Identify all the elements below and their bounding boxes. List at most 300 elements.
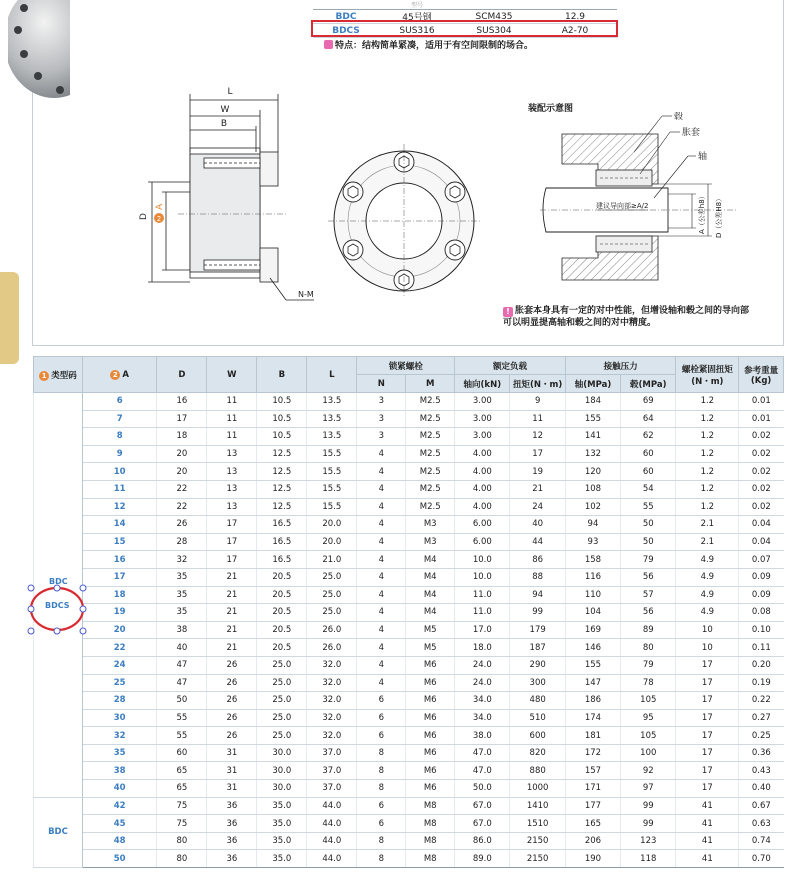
table-cell: 146	[565, 639, 620, 657]
table-cell: 15.5	[307, 498, 357, 516]
dim-label-d: D	[139, 213, 149, 220]
section-side-tab	[0, 272, 19, 364]
table-cell: 13	[207, 445, 257, 463]
table-cell: 35	[157, 568, 207, 586]
table-cell: 1410	[510, 797, 565, 815]
feature-badge-icon	[324, 40, 333, 49]
table-cell: 147	[565, 674, 620, 692]
table-cell: 2150	[510, 832, 565, 850]
table-cell: 4.00	[455, 498, 510, 516]
table-cell: 4	[357, 551, 406, 569]
a-value-cell: 45	[82, 815, 156, 833]
table-row	[34, 797, 784, 815]
table-cell: 21.0	[307, 551, 357, 569]
header-weight	[739, 357, 784, 393]
table-cell: 50	[621, 533, 676, 551]
table-cell: 32.0	[307, 709, 357, 727]
table-cell: 31	[207, 744, 257, 762]
assembly-label-a-tol: A（公差h8）	[698, 192, 706, 234]
front-view-drawing	[324, 142, 484, 300]
table-cell: 13.5	[307, 410, 357, 428]
a-value-cell: 38	[82, 762, 156, 780]
table-cell: 35	[157, 586, 207, 604]
table-cell: 10.5	[257, 393, 307, 411]
table-cell: 206	[565, 832, 620, 850]
a-value-cell: 50	[82, 850, 156, 868]
table-cell: 0.02	[739, 428, 784, 446]
table-cell: 13.5	[307, 428, 357, 446]
table-cell: 55	[621, 498, 676, 516]
table-cell: 8	[357, 762, 406, 780]
header-hub-pressure: 毂(MPa)	[621, 375, 676, 393]
a-value-cell: 32	[82, 727, 156, 745]
table-cell: 15.5	[307, 445, 357, 463]
table-cell: 16.5	[257, 533, 307, 551]
material-body: SUS316	[379, 24, 455, 38]
table-cell: M6	[406, 674, 455, 692]
feature-note-text: 特点：结构简单紧凑，适用于有空间限制的场合。	[335, 41, 534, 51]
table-cell: 11	[207, 428, 257, 446]
table-cell: 177	[565, 797, 620, 815]
header-m: M	[406, 375, 455, 393]
table-cell: 157	[565, 762, 620, 780]
table-cell: 184	[565, 393, 620, 411]
material-bolt: SUS304	[455, 24, 533, 38]
assembly-label-d-tol: D（公差H8）	[715, 194, 723, 238]
a-value-cell: 48	[82, 832, 156, 850]
table-cell: 75	[157, 797, 207, 815]
header-torque: 扭矩(N・m)	[510, 375, 565, 393]
table-cell: 0.09	[739, 568, 784, 586]
a-value-cell: 11	[82, 480, 156, 498]
table-cell: 1.2	[676, 463, 739, 481]
header-n: N	[357, 375, 406, 393]
type-label-bdc: BDC	[49, 577, 68, 586]
spec-table-body	[34, 393, 784, 868]
table-cell: 4	[357, 621, 406, 639]
table-cell: 1.2	[676, 445, 739, 463]
material-grade: A2-70	[533, 24, 617, 38]
header-type	[34, 357, 83, 393]
material-type-code: BDCS	[313, 24, 379, 38]
table-cell: 19	[510, 463, 565, 481]
table-cell: 4	[357, 480, 406, 498]
table-cell: 37.0	[307, 780, 357, 798]
table-cell: 25.0	[257, 674, 307, 692]
table-row	[34, 780, 784, 798]
a-value-cell: 9	[82, 445, 156, 463]
table-cell: 64	[621, 410, 676, 428]
table-cell: 0.74	[739, 832, 784, 850]
table-cell: 31	[207, 780, 257, 798]
table-cell: 37.0	[307, 744, 357, 762]
table-cell: 8	[357, 850, 406, 868]
table-cell: 80	[157, 850, 207, 868]
table-cell: 41	[676, 850, 739, 868]
table-cell: 26	[207, 709, 257, 727]
table-cell: 60	[621, 445, 676, 463]
table-cell: 38.0	[455, 727, 510, 745]
table-cell: 105	[621, 727, 676, 745]
table-cell: 17	[207, 551, 257, 569]
table-cell: 44.0	[307, 850, 357, 868]
table-cell: 16.5	[257, 516, 307, 534]
table-cell: 38	[157, 621, 207, 639]
table-cell: 0.02	[739, 463, 784, 481]
table-cell: 11.0	[455, 604, 510, 622]
assembly-drawing	[538, 112, 738, 310]
table-cell: M6	[406, 780, 455, 798]
table-row	[34, 604, 784, 622]
table-cell: 92	[621, 762, 676, 780]
table-cell: 20	[157, 445, 207, 463]
table-cell: 3	[357, 393, 406, 411]
table-cell: 6	[357, 727, 406, 745]
material-bolt: SCM435	[455, 10, 533, 24]
header-pressure-group: 接触压力	[565, 357, 676, 375]
table-cell: 12.5	[257, 498, 307, 516]
a-value-cell: 15	[82, 533, 156, 551]
material-header-cell	[313, 0, 379, 10]
table-row	[34, 692, 784, 710]
header-a-text: A	[122, 369, 129, 380]
table-cell: 4	[357, 533, 406, 551]
table-cell: 67.0	[455, 815, 510, 833]
dimension-drawing	[138, 82, 328, 312]
table-cell: 17	[676, 727, 739, 745]
table-cell: 67.0	[455, 797, 510, 815]
table-cell: 80	[621, 639, 676, 657]
table-cell: 20.5	[257, 586, 307, 604]
table-cell: 0.70	[739, 850, 784, 868]
table-row	[34, 410, 784, 428]
table-cell: 18	[157, 428, 207, 446]
table-row	[34, 568, 784, 586]
assembly-label-shaft: 轴	[698, 152, 708, 162]
table-cell: 4.00	[455, 445, 510, 463]
table-cell: 12.5	[257, 463, 307, 481]
table-cell: 26	[207, 674, 257, 692]
table-cell: 169	[565, 621, 620, 639]
table-cell: M6	[406, 727, 455, 745]
material-type-code: BDC	[313, 10, 379, 24]
table-cell: 6	[357, 709, 406, 727]
table-cell: 35.0	[257, 850, 307, 868]
table-cell: 0.40	[739, 780, 784, 798]
dim-label-w: W	[220, 105, 230, 115]
table-cell: 10.0	[455, 551, 510, 569]
table-cell: 17	[207, 516, 257, 534]
table-cell: 26	[207, 656, 257, 674]
table-row	[34, 393, 784, 411]
table-cell: 55	[157, 727, 207, 745]
table-cell: 47	[157, 674, 207, 692]
table-cell: 0.36	[739, 744, 784, 762]
table-cell: 50.0	[455, 780, 510, 798]
table-cell: 11	[207, 410, 257, 428]
table-cell: 0.43	[739, 762, 784, 780]
table-cell: 13	[207, 480, 257, 498]
material-header-cell	[533, 0, 617, 10]
table-cell: 32	[157, 551, 207, 569]
table-cell: 26.0	[307, 639, 357, 657]
table-cell: 186	[565, 692, 620, 710]
table-cell: 4	[357, 674, 406, 692]
table-cell: 40	[510, 516, 565, 534]
table-cell: M2.5	[406, 445, 455, 463]
table-cell: 165	[565, 815, 620, 833]
table-cell: 4	[357, 639, 406, 657]
table-cell: 25.0	[307, 586, 357, 604]
table-cell: 32.0	[307, 692, 357, 710]
table-cell: 179	[510, 621, 565, 639]
table-cell: 190	[565, 850, 620, 868]
table-cell: 25.0	[257, 727, 307, 745]
table-cell: 32.0	[307, 656, 357, 674]
table-cell: 13	[207, 463, 257, 481]
table-cell: 47.0	[455, 762, 510, 780]
table-cell: 44	[510, 533, 565, 551]
table-cell: 4.9	[676, 568, 739, 586]
table-cell: M5	[406, 639, 455, 657]
table-row	[34, 463, 784, 481]
header-weight-text: 参考重量	[744, 365, 779, 376]
dim-label-l: L	[227, 87, 233, 97]
table-cell: 3	[357, 410, 406, 428]
dim-label-a: A	[155, 203, 165, 210]
table-cell: 28	[157, 533, 207, 551]
table-cell: 118	[621, 850, 676, 868]
assembly-note-text: 胀套本身具有一定的对中性能，但增设轴和毂之间的导向部可以明显提高轴和毂之间的对中精度。	[503, 306, 750, 328]
table-cell: 99	[510, 604, 565, 622]
table-cell: M4	[406, 551, 455, 569]
table-cell: 11	[207, 393, 257, 411]
type-group-cell: BDC	[34, 797, 83, 867]
table-cell: 79	[621, 656, 676, 674]
table-cell: 25.0	[307, 604, 357, 622]
table-cell: M2.5	[406, 498, 455, 516]
product-photo	[8, 0, 70, 100]
feature-note	[324, 38, 533, 51]
a-value-cell: 7	[82, 410, 156, 428]
table-cell: 155	[565, 410, 620, 428]
table-cell: 26	[207, 727, 257, 745]
header-tight-torque-text: 螺栓紧固扭矩	[681, 364, 733, 375]
type-label-bdcs: BDCS	[45, 601, 70, 610]
table-cell: 18.0	[455, 639, 510, 657]
header-tight-torque	[676, 357, 739, 393]
table-cell: 35.0	[257, 832, 307, 850]
table-cell: 34.0	[455, 709, 510, 727]
table-cell: 123	[621, 832, 676, 850]
table-cell: 880	[510, 762, 565, 780]
table-cell: 50	[157, 692, 207, 710]
table-cell: 155	[565, 656, 620, 674]
table-cell: 0.01	[739, 410, 784, 428]
header-type-text: 类型码	[51, 370, 77, 381]
table-cell: 6	[357, 692, 406, 710]
assembly-label-guide: 建议导向部≥A/2	[596, 202, 649, 210]
table-cell: 88	[510, 568, 565, 586]
table-cell: M2.5	[406, 393, 455, 411]
header-bolt-group: 锁紧螺栓	[357, 357, 455, 375]
table-cell: 6.00	[455, 533, 510, 551]
table-cell: 35.0	[257, 797, 307, 815]
table-cell: 9	[510, 393, 565, 411]
table-cell: 20.5	[257, 568, 307, 586]
table-row	[34, 498, 784, 516]
table-cell: 94	[510, 586, 565, 604]
table-cell: 44.0	[307, 832, 357, 850]
table-cell: 108	[565, 480, 620, 498]
table-cell: 8	[357, 744, 406, 762]
table-cell: 56	[621, 604, 676, 622]
table-cell: 600	[510, 727, 565, 745]
header-w: W	[207, 357, 257, 393]
table-cell: M2.5	[406, 480, 455, 498]
table-cell: 4	[357, 568, 406, 586]
table-cell: 12.5	[257, 480, 307, 498]
table-cell: 0.04	[739, 533, 784, 551]
table-cell: 21	[207, 604, 257, 622]
table-cell: 20.5	[257, 621, 307, 639]
table-cell: 17	[676, 709, 739, 727]
table-cell: 174	[565, 709, 620, 727]
table-cell: 36	[207, 850, 257, 868]
dim-label-b: B	[220, 119, 228, 129]
a-value-cell: 42	[82, 797, 156, 815]
assembly-label-hub: 毂	[674, 112, 684, 122]
table-cell: 31	[207, 762, 257, 780]
table-cell: 20	[157, 463, 207, 481]
table-cell: M8	[406, 832, 455, 850]
table-cell: 69	[621, 393, 676, 411]
table-cell: 0.22	[739, 692, 784, 710]
table-cell: 57	[621, 586, 676, 604]
table-cell: 1.2	[676, 428, 739, 446]
a-value-cell: 17	[82, 568, 156, 586]
header-axial: 轴向(kN)	[455, 375, 510, 393]
table-cell: 181	[565, 727, 620, 745]
table-cell: 4	[357, 656, 406, 674]
table-cell: 24	[510, 498, 565, 516]
table-cell: 17	[676, 692, 739, 710]
table-cell: 25.0	[307, 568, 357, 586]
table-cell: 0.25	[739, 727, 784, 745]
table-cell: 510	[510, 709, 565, 727]
table-row	[34, 533, 784, 551]
table-cell: 3	[357, 428, 406, 446]
table-cell: 22	[157, 498, 207, 516]
table-cell: 0.02	[739, 498, 784, 516]
table-cell: 2.1	[676, 516, 739, 534]
table-cell: 187	[510, 639, 565, 657]
table-cell: 171	[565, 780, 620, 798]
table-cell: 41	[676, 797, 739, 815]
header-type-number-icon: 1	[39, 371, 49, 381]
table-cell: 21	[510, 480, 565, 498]
assembly-title: 装配示意图	[528, 104, 574, 114]
material-header-row	[313, 0, 617, 10]
a-value-cell: 19	[82, 604, 156, 622]
a-value-cell: 28	[82, 692, 156, 710]
table-row	[34, 639, 784, 657]
table-cell: 32.0	[307, 727, 357, 745]
table-cell: 0.67	[739, 797, 784, 815]
table-cell: 0.63	[739, 815, 784, 833]
assembly-note	[503, 305, 753, 329]
header-tight-torque-unit: (N・m)	[691, 376, 724, 387]
a-value-cell: 6	[82, 393, 156, 411]
table-cell: 30.0	[257, 780, 307, 798]
table-cell: 79	[621, 551, 676, 569]
table-cell: 26	[207, 692, 257, 710]
a-value-cell: 14	[82, 516, 156, 534]
table-row	[34, 445, 784, 463]
table-cell: 4.00	[455, 480, 510, 498]
table-cell: 86	[510, 551, 565, 569]
table-cell: M6	[406, 762, 455, 780]
table-cell: 94	[565, 516, 620, 534]
a-value-cell: 24	[82, 656, 156, 674]
table-cell: 0.10	[739, 621, 784, 639]
table-cell: 54	[621, 480, 676, 498]
a-value-cell: 35	[82, 744, 156, 762]
table-cell: 4	[357, 463, 406, 481]
spec-header-row-1	[34, 357, 784, 375]
table-cell: 17	[676, 780, 739, 798]
a-value-cell: 18	[82, 586, 156, 604]
table-cell: 17.0	[455, 621, 510, 639]
table-cell: 32.0	[307, 674, 357, 692]
warning-badge-icon: !	[503, 307, 513, 317]
table-cell: 10	[676, 621, 739, 639]
table-cell: 4.00	[455, 463, 510, 481]
table-cell: M3	[406, 533, 455, 551]
table-cell: 89.0	[455, 850, 510, 868]
table-cell: M8	[406, 797, 455, 815]
table-cell: 40	[157, 639, 207, 657]
table-cell: M5	[406, 621, 455, 639]
table-cell: M2.5	[406, 428, 455, 446]
a-value-cell: 20	[82, 621, 156, 639]
header-a	[82, 357, 156, 393]
table-cell: 65	[157, 780, 207, 798]
table-cell: 99	[621, 815, 676, 833]
table-cell: 30.0	[257, 762, 307, 780]
table-cell: 132	[565, 445, 620, 463]
table-cell: 41	[676, 815, 739, 833]
table-cell: 11	[510, 410, 565, 428]
material-header-cell: 型号	[379, 0, 455, 10]
table-cell: 116	[565, 568, 620, 586]
table-cell: 95	[621, 709, 676, 727]
table-cell: 104	[565, 604, 620, 622]
table-cell: 17	[157, 410, 207, 428]
table-cell: 44.0	[307, 797, 357, 815]
table-cell: 20.0	[307, 516, 357, 534]
table-cell: 0.02	[739, 445, 784, 463]
table-cell: 35	[157, 604, 207, 622]
a-value-cell: 25	[82, 674, 156, 692]
table-cell: 35.0	[257, 815, 307, 833]
table-cell: 86.0	[455, 832, 510, 850]
table-cell: 25.0	[257, 656, 307, 674]
table-cell: 24.0	[455, 656, 510, 674]
table-cell: 62	[621, 428, 676, 446]
material-body: 45号钢	[379, 10, 455, 24]
table-cell: 80	[157, 832, 207, 850]
